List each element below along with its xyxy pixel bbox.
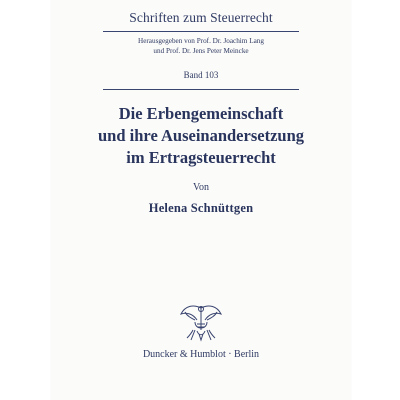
publisher-emblem-icon (177, 300, 225, 344)
title-line-1: Die Erbengemeinschaft (118, 104, 284, 123)
editors-line-1: Herausgegeben von Prof. Dr. Joachim Lang (138, 37, 264, 45)
title-line-3: im Ertragsteuerrecht (126, 148, 276, 167)
book-cover (51, 0, 351, 400)
editors (51, 36, 351, 56)
top-divider (103, 31, 299, 32)
bottom-divider (103, 89, 299, 90)
editors-line-2: und Prof. Dr. Jens Peter Meincke (153, 47, 249, 55)
series-title: Schriften zum Steuerrecht (129, 10, 273, 25)
title-line-2: und ihre Auseinandersetzung (98, 126, 304, 145)
author-name: Helena Schnüttgen (148, 201, 254, 215)
volume-number: Band 103 (183, 70, 219, 80)
book-title (51, 103, 351, 169)
by-label: Von (193, 182, 209, 193)
publisher-name: Duncker & Humblot · Berlin (142, 349, 260, 360)
